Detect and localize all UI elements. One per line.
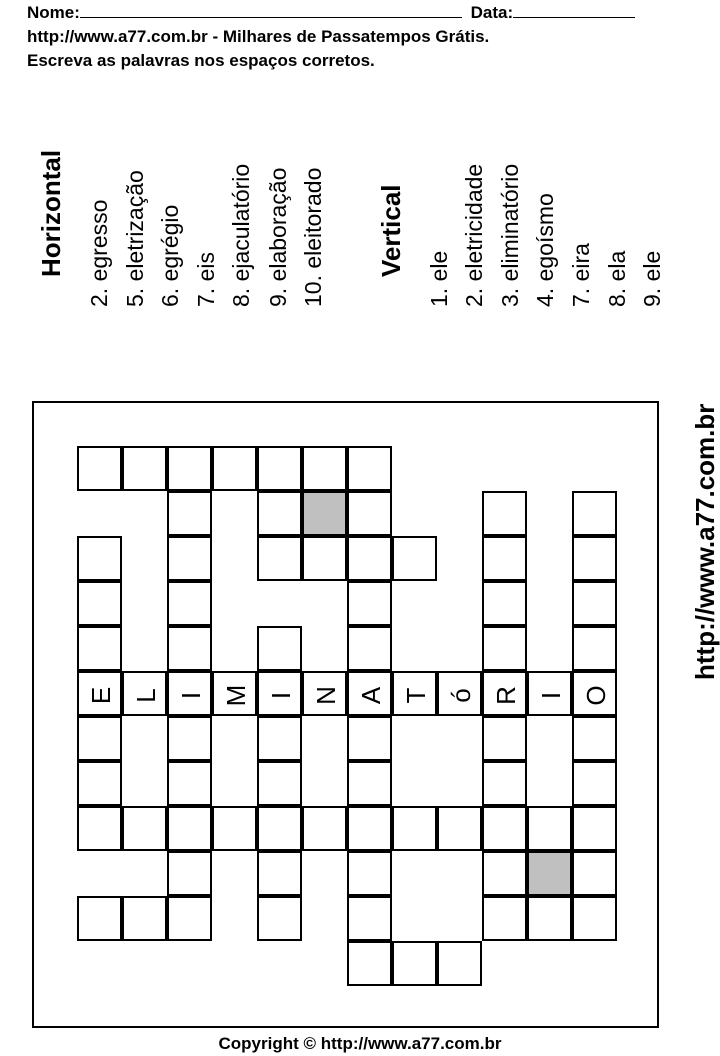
horizontal-clue-2: 5. eletrização: [122, 170, 148, 307]
grid-cell[interactable]: [347, 581, 392, 626]
grid-cell[interactable]: [347, 941, 392, 986]
grid-cell[interactable]: [257, 536, 302, 581]
grid-cell[interactable]: [212, 446, 257, 491]
grid-cell[interactable]: [572, 491, 617, 536]
grid-cell[interactable]: [212, 806, 257, 851]
grid-cell[interactable]: [437, 941, 482, 986]
instruction-line: Escreva as palavras nos espaços corretos.: [27, 51, 375, 70]
grid-cell[interactable]: [572, 536, 617, 581]
grid-cell[interactable]: [572, 761, 617, 806]
grid-cell[interactable]: [257, 896, 302, 941]
grid-cell[interactable]: [167, 626, 212, 671]
shaded-cell: [527, 851, 572, 896]
horizontal-title: Horizontal: [36, 149, 66, 277]
vertical-clue-7: 9. ele: [639, 250, 665, 307]
grid-cell[interactable]: [482, 896, 527, 941]
horizontal-clue-1: 2. egresso: [86, 199, 112, 307]
grid-cell[interactable]: [572, 671, 617, 716]
grid-cell[interactable]: [167, 581, 212, 626]
grid-cell[interactable]: [122, 806, 167, 851]
name-label: Nome:: [27, 3, 80, 22]
grid-letter: ó: [446, 688, 476, 703]
vertical-clue-2: 2. eletricidade: [461, 163, 487, 307]
grid-letter: T: [401, 687, 431, 704]
grid-cell[interactable]: [482, 806, 527, 851]
grid-cell[interactable]: [347, 761, 392, 806]
grid-cell[interactable]: [482, 716, 527, 761]
grid-cell[interactable]: [77, 671, 122, 716]
grid-cell[interactable]: [347, 536, 392, 581]
grid-cell[interactable]: [77, 761, 122, 806]
shaded-cell: [302, 491, 347, 536]
grid-cell[interactable]: [167, 716, 212, 761]
grid-cell[interactable]: [572, 851, 617, 896]
grid-cell[interactable]: [527, 671, 572, 716]
vertical-clue-6: 8. ela: [604, 250, 630, 307]
grid-cell[interactable]: [212, 671, 257, 716]
grid-cell[interactable]: [392, 941, 437, 986]
grid-cell[interactable]: [347, 716, 392, 761]
grid-cell[interactable]: [167, 671, 212, 716]
vertical-clue-5: 7. eira: [568, 243, 594, 307]
date-label: Data:: [470, 3, 514, 22]
grid-cell[interactable]: [347, 491, 392, 536]
grid-cell[interactable]: [347, 806, 392, 851]
grid-letter: R: [491, 686, 521, 705]
grid-cell[interactable]: [347, 626, 392, 671]
grid-cell[interactable]: [527, 806, 572, 851]
grid-cell[interactable]: [167, 806, 212, 851]
grid-cell[interactable]: [572, 806, 617, 851]
vertical-title: Vertical: [376, 184, 406, 277]
grid-cell[interactable]: [167, 896, 212, 941]
grid-cell[interactable]: [437, 671, 482, 716]
grid-cell[interactable]: [347, 896, 392, 941]
clue-area: [30, 110, 720, 330]
grid-cell[interactable]: [482, 581, 527, 626]
grid-cell[interactable]: [302, 806, 347, 851]
grid-cell[interactable]: [77, 581, 122, 626]
grid-cell[interactable]: [482, 851, 527, 896]
grid-letter: I: [266, 691, 296, 700]
grid-cell[interactable]: [77, 716, 122, 761]
grid-cell[interactable]: [572, 896, 617, 941]
vertical-clue-4: 4. egoísmo: [532, 193, 558, 307]
grid-cell[interactable]: [257, 491, 302, 536]
grid-letter: M: [221, 684, 251, 707]
header-name-date-line: [27, 2, 635, 23]
grid-cell[interactable]: [302, 536, 347, 581]
grid-cell[interactable]: [167, 446, 212, 491]
vertical-clue-1: 1. ele: [426, 250, 452, 307]
grid-cell[interactable]: [122, 671, 167, 716]
copyright: Copyright © http://www.a77.com.br: [218, 1034, 502, 1053]
grid-cell[interactable]: [257, 851, 302, 896]
grid-cell[interactable]: [392, 806, 437, 851]
grid-cell[interactable]: [437, 806, 482, 851]
grid-cell[interactable]: [482, 626, 527, 671]
grid-cell[interactable]: [257, 626, 302, 671]
grid-cell[interactable]: [392, 536, 437, 581]
grid-cell[interactable]: [347, 446, 392, 491]
grid-cell[interactable]: [122, 446, 167, 491]
grid-cell[interactable]: [347, 671, 392, 716]
grid-cell[interactable]: [572, 581, 617, 626]
horizontal-clue-3: 6. egrégio: [157, 204, 183, 307]
grid-cell[interactable]: [122, 896, 167, 941]
grid-cell[interactable]: [257, 446, 302, 491]
grid-cell[interactable]: [482, 536, 527, 581]
grid-cell[interactable]: [257, 671, 302, 716]
vertical-clue-3: 3. eliminatório: [497, 163, 523, 307]
grid-cell[interactable]: [482, 491, 527, 536]
grid-cell[interactable]: [77, 896, 122, 941]
grid-cell[interactable]: [527, 896, 572, 941]
grid-letter: I: [176, 691, 206, 700]
grid-cell[interactable]: [302, 446, 347, 491]
grid-cell[interactable]: [347, 851, 392, 896]
grid-cell[interactable]: [257, 716, 302, 761]
grid-cell[interactable]: [257, 806, 302, 851]
name-blank[interactable]: [80, 2, 462, 18]
grid-letter: E: [86, 686, 116, 705]
site-line: http://www.a77.com.br - Milhares de Passatempos Grátis.: [27, 27, 490, 46]
grid-letter: N: [311, 686, 341, 705]
grid-cell[interactable]: [572, 626, 617, 671]
grid-cell[interactable]: [77, 626, 122, 671]
grid-cell[interactable]: [482, 671, 527, 716]
grid-letter: L: [131, 688, 161, 703]
grid-cell[interactable]: [572, 716, 617, 761]
grid-cell[interactable]: [167, 851, 212, 896]
grid-cell[interactable]: [77, 536, 122, 581]
grid-letter: I: [536, 691, 566, 700]
grid-letter: O: [581, 685, 611, 706]
grid-letter: A: [356, 686, 386, 705]
grid-cell[interactable]: [77, 806, 122, 851]
grid-cell[interactable]: [167, 536, 212, 581]
grid-cell[interactable]: [392, 671, 437, 716]
horizontal-clue-5: 8. ejaculatório: [228, 163, 254, 307]
grid-cell[interactable]: [482, 761, 527, 806]
grid-cell[interactable]: [167, 491, 212, 536]
date-blank[interactable]: [513, 2, 635, 18]
horizontal-clue-7: 10. eleitorado: [300, 167, 326, 307]
horizontal-clue-4: 7. eis: [193, 252, 219, 307]
grid-cell[interactable]: [77, 446, 122, 491]
grid-cell[interactable]: [257, 761, 302, 806]
side-url: http://www.a77.com.br: [690, 403, 720, 680]
grid-cell[interactable]: [302, 671, 347, 716]
grid-cell[interactable]: [167, 761, 212, 806]
horizontal-clue-6: 9. elaboração: [265, 167, 291, 307]
